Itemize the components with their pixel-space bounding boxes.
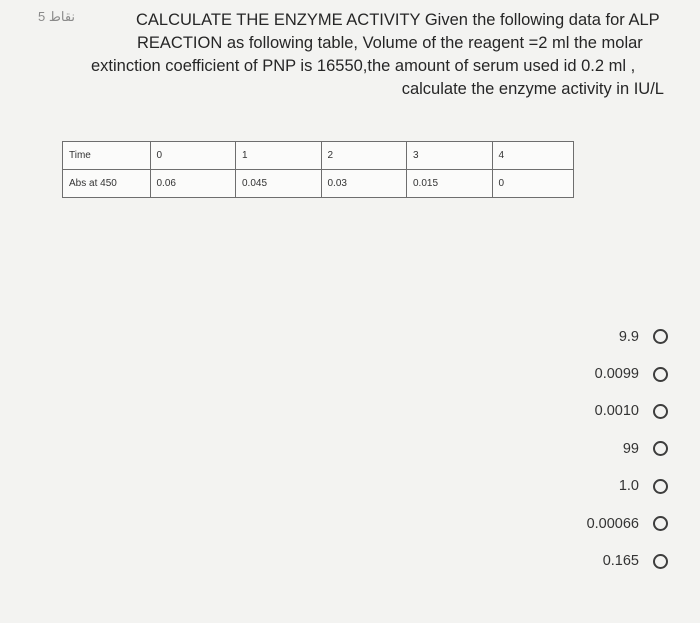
radio-button[interactable]: [653, 554, 668, 569]
question-points-label: 5 نقاط: [38, 9, 76, 24]
answer-option[interactable]: [468, 393, 668, 430]
question-line: calculate the enzyme activity in IU/L: [401, 80, 664, 98]
radio-button[interactable]: [653, 479, 668, 494]
option-label: 99: [622, 440, 639, 457]
option-label: 0.0010: [594, 403, 639, 420]
table-cell: 4: [492, 142, 574, 170]
table-cell: 1: [236, 142, 322, 170]
answer-option[interactable]: [468, 468, 668, 505]
option-label: 0.165: [602, 553, 639, 570]
table-cell: 0.045: [236, 170, 322, 198]
question-line: REACTION as following table, Volume of the reagent =2 ml the molar: [137, 34, 643, 52]
question-line: extinction coefficient of PNP is 16550,the amount of serum used id 0.2 ml ,: [91, 57, 636, 75]
table-cell: 3: [407, 142, 493, 170]
answer-option[interactable]: [468, 542, 668, 579]
answer-option[interactable]: [468, 318, 668, 355]
question-text: [84, 9, 674, 101]
option-label: 0.0099: [594, 366, 639, 383]
table-cell: 0.06: [150, 170, 236, 198]
option-label: 1.0: [618, 478, 639, 495]
radio-button[interactable]: [653, 441, 668, 456]
answer-option[interactable]: [468, 355, 668, 392]
table-cell: 0: [150, 142, 236, 170]
option-label: 9.9: [618, 328, 639, 345]
row-header: Time: [63, 142, 151, 170]
question-line: CALCULATE THE ENZYME ACTIVITY Given the following data for ALP: [136, 11, 660, 29]
option-label: 0.00066: [586, 515, 639, 532]
radio-button[interactable]: [653, 516, 668, 531]
radio-button[interactable]: [653, 404, 668, 419]
table-cell: 2: [321, 142, 407, 170]
table-cell: 0.015: [407, 170, 493, 198]
table-cell: 0: [492, 170, 574, 198]
radio-button[interactable]: [653, 367, 668, 382]
row-header: Abs at 450: [63, 170, 151, 198]
answer-option[interactable]: [468, 430, 668, 467]
table-row-time: [63, 142, 574, 170]
answer-option[interactable]: [468, 505, 668, 542]
table-row-abs: [63, 170, 574, 198]
radio-button[interactable]: [653, 329, 668, 344]
answer-options: [468, 318, 668, 580]
table-cell: 0.03: [321, 170, 407, 198]
data-table: [62, 141, 574, 198]
